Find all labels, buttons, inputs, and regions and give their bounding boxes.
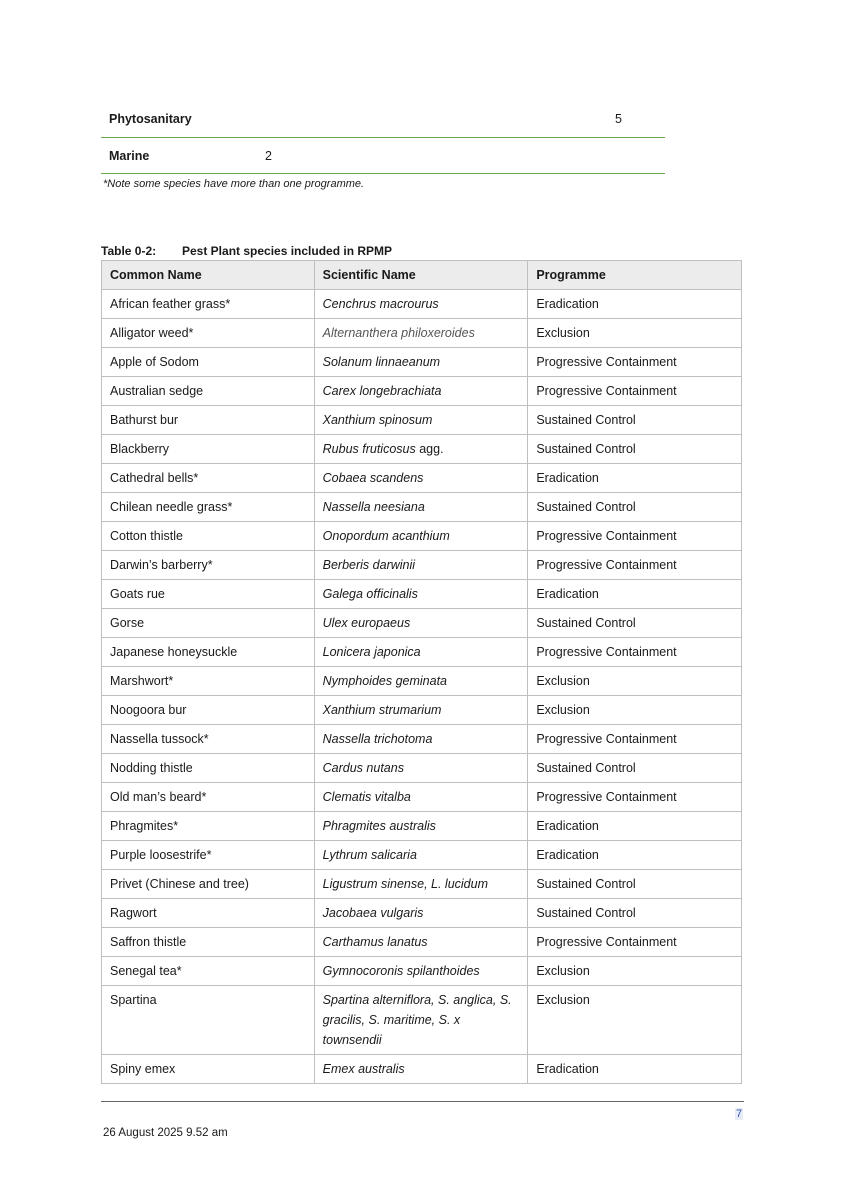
scientific-name-cell bbox=[314, 754, 528, 783]
programme-cell: Eradication bbox=[528, 464, 742, 493]
scientific-name-text: Cardus nutans bbox=[322, 761, 404, 775]
scientific-name-text: Onopordum acanthium bbox=[322, 529, 450, 543]
programme-cell: Sustained Control bbox=[528, 899, 742, 928]
common-name-cell: Phragmites* bbox=[102, 812, 315, 841]
header-scientific-name: Scientific Name bbox=[314, 261, 528, 290]
scientific-name-cell bbox=[314, 928, 528, 957]
scientific-name-cell bbox=[314, 580, 528, 609]
common-name-cell: Alligator weed* bbox=[102, 319, 315, 348]
common-name-cell: Purple loosestrife* bbox=[102, 841, 315, 870]
common-name-cell: Spiny emex bbox=[102, 1055, 315, 1084]
programme-cell: Exclusion bbox=[528, 986, 742, 1055]
table-row bbox=[102, 667, 742, 696]
programme-cell: Sustained Control bbox=[528, 406, 742, 435]
table-row bbox=[102, 957, 742, 986]
table-row bbox=[102, 435, 742, 464]
table-row bbox=[102, 348, 742, 377]
scientific-name-text: Alternanthera philoxeroides bbox=[322, 326, 475, 340]
scientific-name-text: Xanthium spinosum bbox=[322, 413, 433, 427]
scientific-name-text: Nymphoides geminata bbox=[322, 674, 448, 688]
scientific-name-cell bbox=[314, 870, 528, 899]
table-row bbox=[102, 290, 742, 319]
footer-divider bbox=[101, 1101, 744, 1102]
scientific-name-cell bbox=[314, 406, 528, 435]
table-row bbox=[102, 928, 742, 957]
scientific-name-text: Carex longebrachiata bbox=[322, 384, 442, 398]
scientific-name-text: Galega officinalis bbox=[322, 587, 418, 601]
programme-cell: Sustained Control bbox=[528, 493, 742, 522]
programme-cell: Sustained Control bbox=[528, 870, 742, 899]
table-row bbox=[102, 812, 742, 841]
table-row bbox=[102, 696, 742, 725]
scientific-name-text: Solanum linnaeanum bbox=[322, 355, 441, 369]
table-row bbox=[102, 754, 742, 783]
programme-cell: Sustained Control bbox=[528, 609, 742, 638]
header-programme: Programme bbox=[528, 261, 742, 290]
common-name-cell: Blackberry bbox=[102, 435, 315, 464]
common-name-cell: Australian sedge bbox=[102, 377, 315, 406]
table-note: *Note some species have more than one programme. bbox=[103, 178, 365, 190]
table-row bbox=[102, 725, 742, 754]
scientific-name-cell bbox=[314, 319, 528, 348]
programme-cell: Sustained Control bbox=[528, 435, 742, 464]
scientific-name-cell bbox=[314, 290, 528, 319]
scientific-name-cell bbox=[314, 1055, 528, 1084]
scientific-name-cell bbox=[314, 377, 528, 406]
table-row bbox=[102, 870, 742, 899]
programme-cell: Progressive Containment bbox=[528, 348, 742, 377]
common-name-cell: Japanese honeysuckle bbox=[102, 638, 315, 667]
page-number: 7 bbox=[736, 1108, 743, 1120]
table-caption-number: Table 0-2: bbox=[101, 244, 157, 258]
common-name-cell: Marshwort* bbox=[102, 667, 315, 696]
table-row bbox=[102, 580, 742, 609]
table-row bbox=[102, 899, 742, 928]
scientific-name-text: Rubus fruticosus bbox=[322, 442, 416, 456]
scientific-name-text: Emex australis bbox=[322, 1062, 405, 1076]
table-row bbox=[102, 493, 742, 522]
programme-cell: Progressive Containment bbox=[528, 783, 742, 812]
scientific-name-cell bbox=[314, 493, 528, 522]
scientific-name-cell bbox=[314, 783, 528, 812]
scientific-name-cell bbox=[314, 725, 528, 754]
common-name-cell: Privet (Chinese and tree) bbox=[102, 870, 315, 899]
programme-cell: Eradication bbox=[528, 841, 742, 870]
common-name-cell: Nodding thistle bbox=[102, 754, 315, 783]
table-row bbox=[102, 986, 742, 1055]
table-row bbox=[102, 406, 742, 435]
programme-cell: Progressive Containment bbox=[528, 377, 742, 406]
table-caption bbox=[101, 244, 392, 258]
scientific-name-text: Ulex europaeus bbox=[322, 616, 411, 630]
scientific-name-cell bbox=[314, 638, 528, 667]
common-name-cell: Bathurst bur bbox=[102, 406, 315, 435]
common-name-cell: Chilean needle grass* bbox=[102, 493, 315, 522]
summary-label: Phytosanitary bbox=[109, 112, 192, 126]
scientific-name-text: Lythrum salicaria bbox=[322, 848, 417, 862]
table-row bbox=[102, 377, 742, 406]
scientific-name-cell bbox=[314, 348, 528, 377]
common-name-cell: Cotton thistle bbox=[102, 522, 315, 551]
table-header-row bbox=[102, 261, 742, 290]
programme-cell: Eradication bbox=[528, 580, 742, 609]
scientific-name-text: Lonicera japonica bbox=[322, 645, 421, 659]
scientific-name-cell bbox=[314, 899, 528, 928]
common-name-cell: Nassella tussock* bbox=[102, 725, 315, 754]
header-common-name: Common Name bbox=[102, 261, 315, 290]
common-name-cell: Old man’s beard* bbox=[102, 783, 315, 812]
table-row bbox=[102, 1055, 742, 1084]
programme-cell: Eradication bbox=[528, 812, 742, 841]
programme-cell: Exclusion bbox=[528, 696, 742, 725]
table-caption-title: Pest Plant species included in RPMP bbox=[182, 244, 393, 258]
scientific-name-cell bbox=[314, 957, 528, 986]
programme-cell: Progressive Containment bbox=[528, 522, 742, 551]
scientific-name-cell bbox=[314, 609, 528, 638]
scientific-name-text: Ligustrum sinense, L. lucidum bbox=[322, 877, 488, 891]
programme-summary-table bbox=[101, 103, 665, 174]
programme-cell: Exclusion bbox=[528, 319, 742, 348]
common-name-cell: Goats rue bbox=[102, 580, 315, 609]
common-name-cell: Cathedral bells* bbox=[102, 464, 315, 493]
table-row bbox=[102, 522, 742, 551]
table-row bbox=[102, 464, 742, 493]
scientific-name-cell bbox=[314, 986, 528, 1055]
common-name-cell: Senegal tea* bbox=[102, 957, 315, 986]
programme-cell: Progressive Containment bbox=[528, 551, 742, 580]
summary-row-phytosanitary bbox=[101, 103, 665, 138]
scientific-name-text: Gymnocoronis spilanthoides bbox=[322, 964, 480, 978]
scientific-name-text: Xanthium strumarium bbox=[322, 703, 442, 717]
summary-row-marine bbox=[101, 138, 665, 174]
table-row bbox=[102, 609, 742, 638]
table-row bbox=[102, 638, 742, 667]
pest-plant-table bbox=[101, 260, 742, 1084]
scientific-name-cell bbox=[314, 435, 528, 464]
programme-cell: Eradication bbox=[528, 1055, 742, 1084]
table-row bbox=[102, 551, 742, 580]
programme-cell: Exclusion bbox=[528, 667, 742, 696]
table-row bbox=[102, 841, 742, 870]
common-name-cell: African feather grass* bbox=[102, 290, 315, 319]
scientific-name-text: Nassella neesiana bbox=[322, 500, 425, 514]
table-body bbox=[102, 290, 742, 1084]
scientific-name-text: Nassella trichotoma bbox=[322, 732, 433, 746]
scientific-name-cell bbox=[314, 696, 528, 725]
common-name-cell: Saffron thistle bbox=[102, 928, 315, 957]
common-name-cell: Noogoora bur bbox=[102, 696, 315, 725]
scientific-name-cell bbox=[314, 464, 528, 493]
scientific-name-text: Phragmites australis bbox=[322, 819, 436, 833]
scientific-name-cell bbox=[314, 522, 528, 551]
scientific-name-text: Cenchrus macrourus bbox=[322, 297, 439, 311]
common-name-cell: Ragwort bbox=[102, 899, 315, 928]
scientific-name-cell bbox=[314, 812, 528, 841]
summary-value: 2 bbox=[265, 149, 272, 163]
common-name-cell: Spartina bbox=[102, 986, 315, 1055]
scientific-name-text: Clematis vitalba bbox=[322, 790, 411, 804]
scientific-name-text: Carthamus lanatus bbox=[322, 935, 428, 949]
scientific-name-text: Berberis darwinii bbox=[322, 558, 416, 572]
scientific-name-text: Spartina alterniflora, S. anglica, S. gracilis, S. maritime, S. x townsendii bbox=[322, 993, 512, 1047]
programme-cell: Progressive Containment bbox=[528, 638, 742, 667]
footer-date: 26 August 2025 9.52 am bbox=[103, 1127, 228, 1139]
scientific-name-cell bbox=[314, 551, 528, 580]
summary-label: Marine bbox=[109, 149, 150, 163]
scientific-name-text: Cobaea scandens bbox=[322, 471, 424, 485]
common-name-cell: Darwin’s barberry* bbox=[102, 551, 315, 580]
summary-value: 5 bbox=[615, 112, 622, 126]
scientific-name-cell bbox=[314, 841, 528, 870]
common-name-cell: Apple of Sodom bbox=[102, 348, 315, 377]
programme-cell: Exclusion bbox=[528, 957, 742, 986]
programme-cell: Progressive Containment bbox=[528, 928, 742, 957]
scientific-name-cell bbox=[314, 667, 528, 696]
table-row bbox=[102, 319, 742, 348]
scientific-name-suffix: agg. bbox=[415, 442, 444, 456]
programme-cell: Sustained Control bbox=[528, 754, 742, 783]
table-row bbox=[102, 783, 742, 812]
programme-cell: Eradication bbox=[528, 290, 742, 319]
common-name-cell: Gorse bbox=[102, 609, 315, 638]
scientific-name-text: Jacobaea vulgaris bbox=[322, 906, 424, 920]
programme-cell: Progressive Containment bbox=[528, 725, 742, 754]
